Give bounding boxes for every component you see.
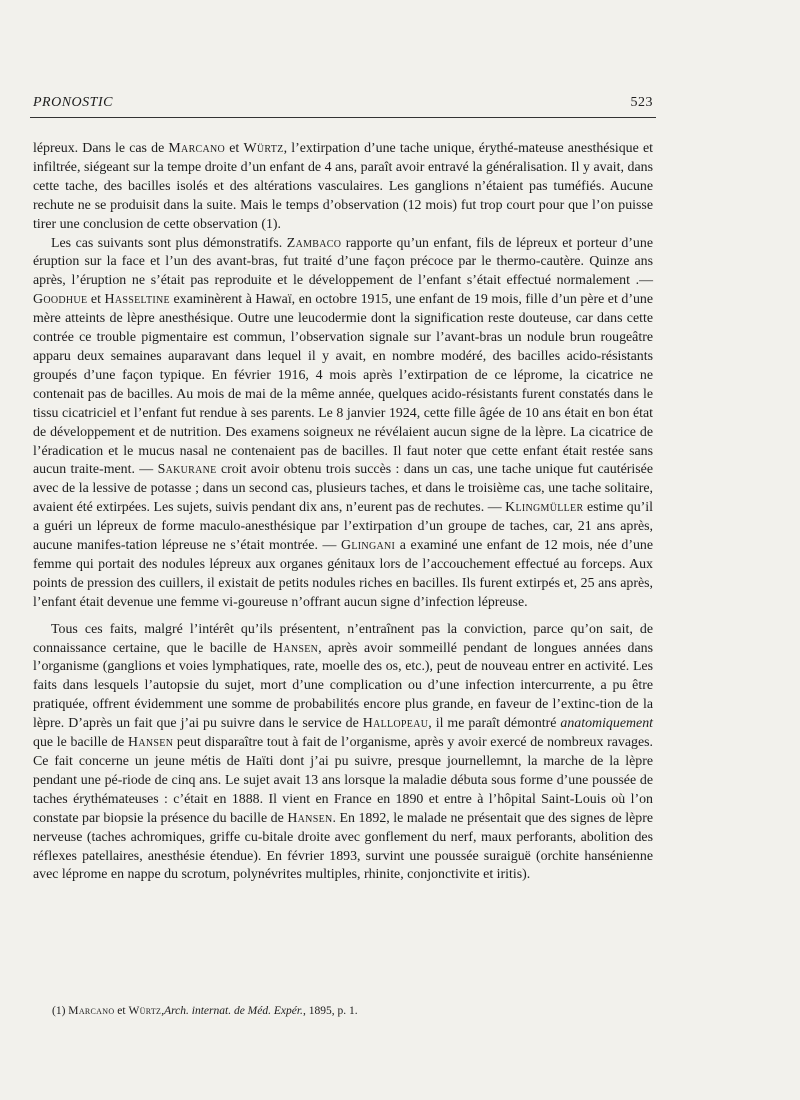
page-number: 523: [630, 95, 653, 110]
author-name: Würtz: [128, 1005, 162, 1017]
paragraph: [33, 621, 653, 886]
body-text: [33, 140, 653, 885]
author-name: Hansen: [128, 735, 174, 751]
text-run: peut disparaître tout à fait de l’organisme, après y avoir exercé de nombreux ravages. Ce fait concerne un jeune métis de Haïti dont j’ai pu suivre, presque journellemnt, la marche de la lèpre pendant une pé-riode de cinq ans. Le sujet avait 13 ans lorsque la maladie débuta sous forme d’une poussée de taches érythémateuses : c’était en 1888. Il vient en France en 1890 et entre à l’hôpital Saint-Louis où l’on constate par biopsie la présence du bacille de: [33, 735, 653, 826]
text-run: et: [87, 292, 105, 308]
text-run: et: [225, 141, 244, 156]
text-run: et: [114, 1005, 129, 1017]
author-name: Klingmüller: [505, 500, 584, 516]
author-name: Sakurane: [157, 462, 217, 478]
text-run: , après avoir sommeillé pendant de longues années dans l’organisme (ganglions et voies lymphatiques, rate, moelle des os, etc.), peut de nouveau entrer en activité. Les faits dans lesquels l’autopsie du sujet, mort d’une complication ou d’une infection intercurrente, a pu être pratiquée, offrent évidemment une somme de probabilités encore plus grande, en faveur de l’extinc-tion de la lèpre. D’après un fait que j’ai pu suivre dans le service de: [33, 640, 653, 732]
text-run: (1): [52, 1005, 69, 1017]
author-name: Hallopeau: [362, 716, 429, 732]
author-name: Zambaco: [286, 235, 342, 251]
header-rule: [30, 117, 656, 118]
paragraph: [33, 140, 653, 235]
text-run: , 1895, p. 1.: [302, 1005, 358, 1017]
text-run: rapporte qu’un enfant, fils de lépreux et porteur d’une éruption sur la face et l’un des avant-bras, fut traité d’une façon précoce par le thermo-cautère. Quinze ans après, l’éruption ne s’était pas reproduite et le développement de l’enfant s’était effectué normalement .—: [33, 235, 653, 289]
italic-text: Arch. internat. de Méd. Expér.: [164, 1005, 303, 1017]
text-run: ,: [161, 1005, 165, 1017]
text-run: Tous ces faits, malgré l’intérêt qu’ils présentent, n’entraînent pas la conviction, parce qu’on sait, de connaissance certaine, que le bacille de: [33, 621, 653, 656]
author-name: Hansen: [287, 810, 333, 826]
author-name: Marcano: [68, 1005, 115, 1017]
text-run: estime qu’il a guéri un lépreux de forme maculo-anesthésique par l’extirpation d’un groupe de taches, car, 21 ans après, aucune manifes-tation lépreuse ne s’était montrée. —: [33, 500, 653, 554]
text-run: , il me paraît démontré: [428, 716, 561, 732]
running-title: PRONOSTIC: [33, 95, 113, 110]
text-run: Les cas suivants sont plus démonstratifs.: [51, 235, 287, 251]
text-run: lépreux. Dans le cas de: [33, 141, 169, 156]
author-name: Goodhue: [33, 292, 88, 308]
text-run: que le bacille de: [33, 735, 129, 751]
author-name: Glingani: [341, 538, 396, 554]
text-run: . En 1892, le malade ne présentait que des signes de lèpre nerveuse (taches achromiques, griffe cu-bitale droite avec gonflement du nerf, maux perforants, abolition des réflexes patellaires, anesthésie étendue). En février 1893, survint une poussée suraiguë (orchite hansénienne avec léprome en nappe du scrotum, polynévrites multiples, rhinite, conjonctivite et iritis).: [33, 810, 653, 883]
author-name: Marcano: [168, 141, 226, 156]
running-header: [33, 95, 653, 111]
text-run: a examiné une enfant de 12 mois, née d’une femme qui portait des nodules lépreux aux organes génitaux lors de l’accouchement effectué au forceps. Aux points de pression des cuillers, il existait de petits nodules riches en bacilles. Ils furent extirpés et, 25 ans après, l’enfant était devenue une femme vi-goureuse n’offrant aucun signe d’infection lépreuse.: [33, 538, 654, 610]
italic-text: anatomiquement: [560, 716, 653, 732]
author-name: Hasseltine: [104, 292, 170, 308]
text-run: examinèrent à Hawaï, en octobre 1915, une enfant de 19 mois, fille d’un père et d’une mère atteints de lèpre anesthésique. Outre une leucodermie dont la signification reste douteuse, car dans cette contrée ce trouble pigmentaire est commun, l’observation signale sur l’avant-bras un nodule brun rougeâtre apparu deux semaines auparavant dans lequel il y avait, en nombre modéré, des bacilles acido-résistants groupés d’une façon typique. En février 1916, 4 mois après l’extirpation de ce léprome, la cicatrice ne contenait pas de bacilles. Au mois de mai de la même année, quelques acido-résistants furent constatés dans le tissu cicatriciel et l’enfant fut rendue à ses parents. Le 8 janvier 1924, cette fille âgée de 10 ans était en bon état de développement et de nutrition. Des examens soigneux ne révélaient aucun signe de la lèpre. La cicatrice de l’éradication et le mucus nasal ne contenaient pas de bacilles. Il faut noter que cette enfant était restée sans aucun traite-ment. —: [33, 292, 653, 478]
text-run: , l’extirpation d’une tache unique, érythé-mateuse anesthésique et infiltrée, siégeant sur la tempe droite d’un enfant de 4 ans, paraît avoir entravé la généralisation. Il y avait, dans cette tache, des bacilles isolés et des altérations vasculaires. Les ganglions n’étaient pas tuméfiés. Aucune rechute ne se produisit dans la suite. Mais le temps d’observation (12 mois) fut trop court pour que l’on puisse tirer une conclusion de cette observation (1).: [33, 141, 653, 232]
footnote: [52, 1004, 652, 1019]
text-run: croit avoir obtenu trois succès : dans un cas, une tache unique fut cautérisée avec de la lessive de potasse ; dans un second cas, plusieurs taches, et dans le troisième cas, une tache solitaire, avaient été extirpées. Les sujets, suivis pendant dix ans, n’eurent pas de rechutes. —: [33, 462, 653, 516]
paragraph: [33, 235, 653, 613]
author-name: Hansen: [272, 640, 319, 656]
author-name: Würtz: [243, 141, 284, 156]
